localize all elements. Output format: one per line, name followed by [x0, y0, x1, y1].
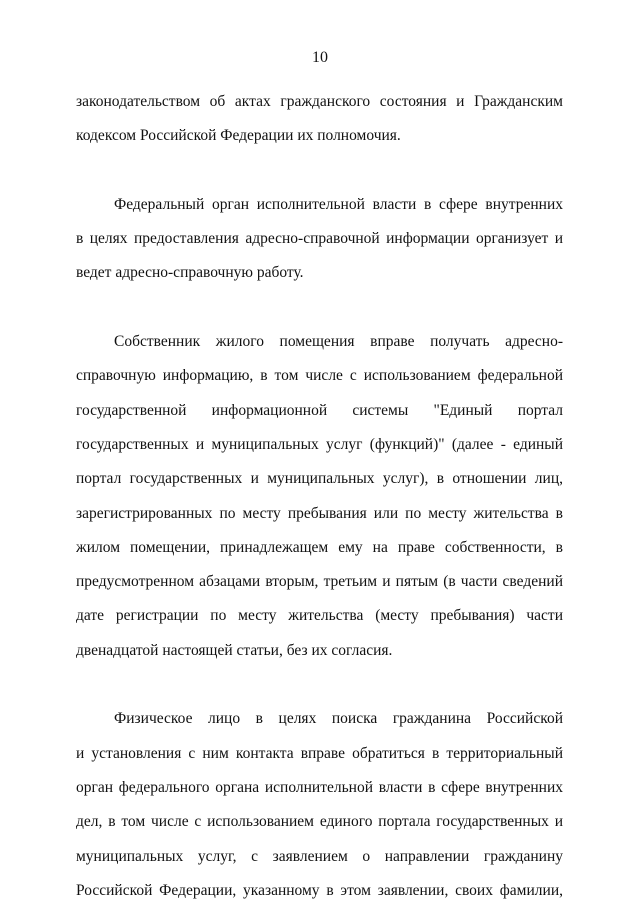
text-line: зарегистрированных по месту пребывания или по месту жительства в — [76, 504, 563, 522]
text-line: государственной информационной системы "Единый портал — [76, 401, 563, 419]
text-line: муниципальных услуг, с заявлением о направлении гражданину — [76, 847, 563, 865]
text-line: государственных и муниципальных услуг (функций)" (далее - единый — [76, 435, 563, 453]
text-line: портал государственных и муниципальных услуг), в отношении лиц, — [76, 470, 563, 488]
text-line: ведет адресно-справочную работу. — [76, 264, 304, 282]
paragraph — [76, 325, 563, 668]
text-line: двенадцатой настоящей статьи, без их согласия. — [76, 641, 393, 659]
paragraph — [76, 85, 563, 154]
text-line: жилом помещении, принадлежащем ему на праве собственности, в — [76, 538, 563, 556]
text-line: дел, в том числе с использованием единого портала государственных и — [76, 813, 563, 831]
text-line: справочную информацию, в том числе с использованием федеральной — [76, 367, 563, 385]
paragraph — [76, 702, 563, 908]
text-line: Собственник жилого помещения вправе получать адресно- — [114, 333, 563, 351]
page-number: 10 — [312, 49, 328, 66]
text-line: Федеральный орган исполнительной власти в сфере внутренних — [114, 195, 563, 213]
paragraph — [76, 188, 563, 291]
text-line: законодательством об актах гражданского состояния и Гражданским — [76, 93, 563, 110]
text-line: орган федерального органа исполнительной власти в сфере внутренних — [76, 778, 563, 796]
text-line: в целях предоставления адресно-справочной информации организует и — [76, 230, 563, 248]
text-line: Российской Федерации, указанному в этом заявлении, своих фамилии, — [76, 881, 563, 899]
document-body — [76, 85, 563, 908]
text-line: дате регистрации по месту жительства (месту пребывания) части — [76, 607, 563, 625]
text-line: кодексом Российской Федерации их полномочия. — [76, 127, 401, 145]
text-line: Физическое лицо в целях поиска гражданина Российской — [114, 710, 563, 728]
text-line: и установления с ним контакта вправе обратиться в территориальный — [76, 744, 563, 762]
text-line: предусмотренном абзацами вторым, третьим и пятым (в части сведений — [76, 573, 563, 591]
